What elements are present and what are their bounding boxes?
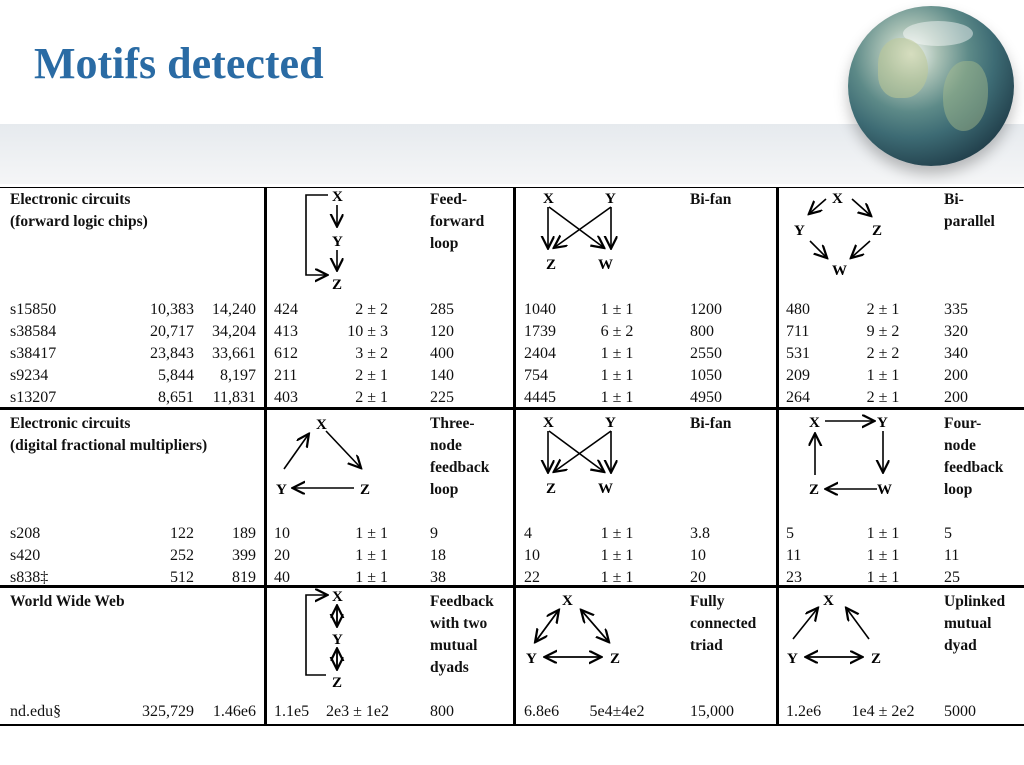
node-label: Z	[360, 482, 371, 498]
table-cell: 14,240	[212, 301, 256, 318]
table-cell: 10 ± 3	[347, 323, 388, 340]
table-cell: 1 ± 1	[866, 367, 900, 384]
node-label: Z	[546, 257, 557, 273]
table-cell: 2550	[690, 345, 722, 362]
table-cell: 3.8	[690, 525, 710, 542]
network-name: s838‡	[10, 569, 49, 586]
node-label: X	[562, 593, 573, 609]
edge-arrow	[284, 435, 308, 469]
table-cell: 34,204	[212, 323, 256, 340]
table-cell: 9	[430, 525, 438, 542]
motif-name: Fully connected triad	[690, 593, 757, 654]
table-cell: 22	[524, 569, 540, 586]
table-cell: 252	[170, 547, 194, 564]
table-cell: 10	[690, 547, 706, 564]
globe-icon	[848, 6, 1014, 166]
table-cell: 11	[786, 547, 802, 564]
table-cell: 209	[786, 367, 810, 384]
table-cell: 1 ± 1	[600, 345, 634, 362]
edge-arrow	[549, 431, 603, 471]
slide-title: Motifs detected	[34, 39, 324, 88]
bi-fan-icon	[535, 411, 635, 501]
table-cell: 1 ± 1	[600, 389, 634, 406]
table-cell: 10,383	[150, 301, 194, 318]
table-cell: 40	[274, 569, 290, 586]
table-cell: 18	[430, 547, 446, 564]
motif-name: Feedback with two mutual dyads	[430, 593, 494, 676]
node-label: X	[332, 189, 343, 205]
motif-table	[0, 187, 1024, 727]
table-cell: 320	[944, 323, 968, 340]
edge-arrow	[852, 199, 870, 215]
edge-arrow	[555, 431, 611, 471]
network-name: s9234	[10, 367, 49, 384]
table-cell: 531	[786, 345, 810, 362]
edge-arrow	[793, 609, 817, 639]
table-cell: 122	[170, 525, 194, 542]
table-cell: 1739	[524, 323, 556, 340]
network-name: s38584	[10, 323, 57, 340]
table-cell: 3 ± 2	[355, 345, 388, 362]
table-cell: 5,844	[158, 367, 194, 384]
table-cell: 1 ± 1	[355, 569, 388, 586]
motif-name: Bi-fan	[690, 415, 732, 432]
table-cell: 140	[430, 367, 454, 384]
table-cell: 1 ± 1	[866, 525, 900, 542]
table-cell: 1 ± 1	[600, 367, 634, 384]
table-cell: 2 ± 1	[866, 301, 900, 318]
globe-landmass	[878, 38, 928, 98]
table-cell: 2 ± 2	[355, 301, 388, 318]
table-cell: 1 ± 1	[600, 525, 634, 542]
node-label: Y	[787, 651, 798, 667]
table-cell: 1.2e6	[786, 703, 822, 720]
network-name: nd.edu§	[10, 703, 62, 720]
motif-name: Bi- parallel	[944, 191, 995, 230]
three-node-feedback-loop-icon	[272, 411, 382, 501]
motif-name: Three- node feedback loop	[430, 415, 490, 498]
node-label: Y	[332, 234, 343, 250]
table-cell: 5000	[944, 703, 976, 720]
table-cell: 20	[274, 547, 290, 564]
table-cell: 33,661	[212, 345, 256, 362]
table-cell: 4445	[524, 389, 556, 406]
table-cell: 1 ± 1	[600, 547, 634, 564]
node-label: Z	[332, 675, 343, 691]
table-cell: 10	[524, 547, 540, 564]
node-label: Z	[809, 482, 820, 498]
table-cell: 2404	[524, 345, 556, 362]
node-label: W	[832, 263, 847, 279]
node-label: Z	[332, 277, 343, 293]
table-cell: 711	[786, 323, 810, 340]
table-cell: 25	[944, 569, 960, 586]
table-cell: 335	[944, 301, 968, 318]
node-label: Z	[872, 223, 883, 239]
table-cell: 20	[690, 569, 706, 586]
table-cell: 400	[430, 345, 454, 362]
uplinked-mutual-dyad-icon	[785, 589, 895, 669]
table-cell: 8,197	[220, 367, 256, 384]
table-cell: 325,729	[142, 703, 194, 720]
table-cell: 1 ± 1	[355, 547, 388, 564]
node-label: X	[543, 191, 554, 207]
table-cell: 1200	[690, 301, 722, 318]
network-name: s208	[10, 525, 41, 542]
node-label: Y	[276, 482, 287, 498]
table-cell: 340	[944, 345, 968, 362]
table-cell: 11,831	[212, 389, 256, 406]
node-label: Y	[877, 415, 888, 431]
table-cell: 1 ± 1	[866, 547, 900, 564]
table-cell: 2e3 ± 1e2	[326, 703, 389, 720]
table-cell: 512	[170, 569, 194, 586]
motif-name: Four- node feedback loop	[944, 415, 1004, 498]
node-label: Y	[605, 191, 616, 207]
table-cell: 1 ± 1	[600, 301, 634, 318]
network-name: s420	[10, 547, 41, 564]
edge-arrow	[555, 207, 611, 247]
motif-name: Uplinked mutual dyad	[944, 593, 1006, 654]
edge-arrow	[582, 611, 608, 641]
table-cell: 612	[274, 345, 298, 362]
table-cell: 5	[786, 525, 794, 542]
node-label: X	[823, 593, 834, 609]
node-label: Z	[610, 651, 621, 667]
node-label: W	[598, 481, 613, 497]
table-cell: 754	[524, 367, 548, 384]
node-label: Y	[526, 651, 537, 667]
table-cell: 1.46e6	[212, 703, 256, 720]
table-cell: 285	[430, 301, 454, 318]
table-cell: 1 ± 1	[866, 569, 900, 586]
node-label: X	[832, 191, 843, 207]
table-cell: 2 ± 1	[355, 389, 388, 406]
table-cell: 800	[430, 703, 454, 720]
node-label: Y	[794, 223, 805, 239]
table-cell: 264	[786, 389, 810, 406]
network-name: s13207	[10, 389, 57, 406]
edge-arrow	[306, 595, 326, 675]
table-cell: 4950	[690, 389, 722, 406]
table-cell: 15,000	[690, 703, 734, 720]
table-cell: 1e4 ± 2e2	[851, 703, 915, 720]
table-cell: 1 ± 1	[600, 569, 634, 586]
table-cell: 38	[430, 569, 446, 586]
table-cell: 20,717	[150, 323, 194, 340]
node-label: W	[877, 482, 892, 498]
table-cell: 1 ± 1	[355, 525, 388, 542]
table-rule	[0, 724, 1024, 726]
node-label: Z	[546, 481, 557, 497]
table-cell: 200	[944, 389, 968, 406]
table-cell: 2 ± 1	[355, 367, 388, 384]
table-cell: 211	[274, 367, 298, 384]
network-name: s38417	[10, 345, 57, 362]
node-label: X	[316, 417, 327, 433]
table-cell: 120	[430, 323, 454, 340]
edge-arrow	[536, 611, 558, 641]
table-cell: 189	[232, 525, 256, 542]
table-cell: 10	[274, 525, 290, 542]
node-label: X	[543, 415, 554, 431]
node-label: X	[809, 415, 820, 431]
edge-arrow	[847, 609, 869, 639]
edge-arrow	[549, 207, 603, 247]
edge-arrow	[810, 199, 826, 213]
bi-fan-icon	[535, 187, 635, 277]
edge-arrow	[306, 195, 328, 275]
edge-arrow	[326, 431, 360, 467]
table-cell: 23,843	[150, 345, 194, 362]
table-cell: 225	[430, 389, 454, 406]
table-cell: 8,651	[158, 389, 194, 406]
table-cell: 1.1e5	[274, 703, 310, 720]
section-heading: Electronic circuits (forward logic chips)	[10, 191, 148, 230]
table-cell: 424	[274, 301, 298, 318]
table-cell: 9 ± 2	[866, 323, 900, 340]
section-heading: World Wide Web	[10, 593, 125, 610]
table-cell: 480	[786, 301, 810, 318]
table-cell: 200	[944, 367, 968, 384]
feed-forward-loop-icon	[300, 187, 360, 292]
node-label: Y	[605, 415, 616, 431]
table-cell: 11	[944, 547, 960, 564]
node-label: X	[332, 589, 343, 605]
table-cell: 413	[274, 323, 298, 340]
edge-arrow	[810, 241, 826, 257]
table-rule	[776, 187, 779, 726]
table-cell: 4	[524, 525, 532, 542]
table-cell: 5e4±4e2	[589, 703, 645, 720]
table-cell: 1040	[524, 301, 556, 318]
node-label: Z	[871, 651, 882, 667]
four-node-feedback-loop-icon	[805, 409, 905, 499]
globe-landmass	[943, 61, 988, 131]
table-cell: 5	[944, 525, 952, 542]
table-cell: 23	[786, 569, 802, 586]
table-cell: 2 ± 2	[866, 345, 900, 362]
table-cell: 403	[274, 389, 298, 406]
node-label: W	[598, 257, 613, 273]
table-cell: 1050	[690, 367, 722, 384]
table-cell: 6.8e6	[524, 703, 560, 720]
table-cell: 2 ± 1	[866, 389, 900, 406]
table-cell: 6 ± 2	[600, 323, 634, 340]
table-cell: 800	[690, 323, 714, 340]
feedback-mutual-dyads-icon	[300, 587, 360, 691]
network-name: s15850	[10, 301, 57, 318]
table-rule	[264, 187, 267, 726]
bi-parallel-icon	[790, 187, 900, 282]
node-label: Y	[332, 632, 343, 648]
motif-name: Bi-fan	[690, 191, 732, 208]
fully-connected-triad-icon	[522, 589, 632, 669]
table-cell: 399	[232, 547, 256, 564]
edge-arrow	[852, 241, 870, 257]
section-heading: Electronic circuits (digital fractional multipliers)	[10, 415, 208, 454]
table-cell: 819	[232, 569, 256, 586]
table-rule	[513, 187, 516, 726]
motif-name: Feed- forward loop	[430, 191, 485, 252]
